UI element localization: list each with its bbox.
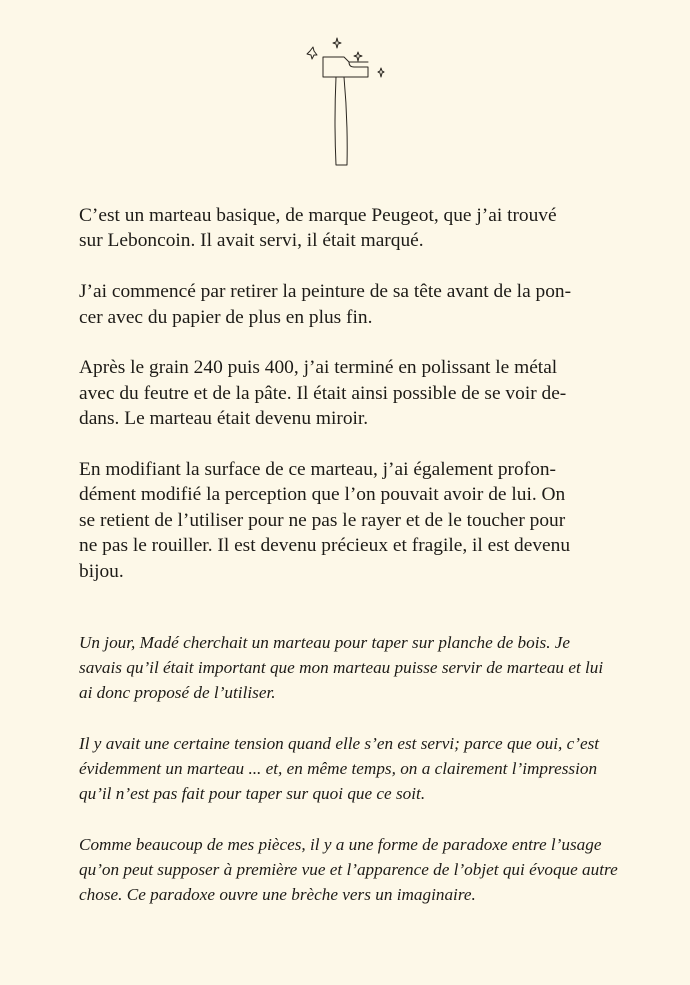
paragraph [79, 279, 619, 330]
text-line: C’est un marteau basique, de marque Peugeot, que j’ai trouvé [79, 205, 557, 226]
text-line: chose. Ce paradoxe ouvre une brèche vers un imaginaire. [79, 885, 476, 905]
paragraph [79, 457, 619, 584]
italic-text [79, 630, 624, 933]
text-line: ai donc proposé de l’utiliser. [79, 683, 276, 703]
text-line: Un jour, Madé cherchait un marteau pour taper sur planche de bois. Je [79, 633, 571, 652]
text-line: bijou. [79, 560, 124, 582]
text-line: qu’il n’est pas fait pour taper sur quoi que ce soit. [79, 784, 426, 804]
text-line: Comme beaucoup de mes pièces, il y a une forme de paradoxe entre l’usage [79, 835, 602, 854]
text-line: En modifiant la surface de ce marteau, j’ai également profon- [79, 459, 557, 481]
italic-paragraph [79, 731, 624, 807]
text-line: se retient de l’utiliser pour ne pas le rayer et de le toucher pour [79, 509, 566, 531]
text-line: sur Leboncoin. Il avait servi, il était marqué. [79, 230, 424, 252]
text-line: Il y avait une certaine tension quand elle s’en est servi; parce que oui, c’est [79, 734, 600, 753]
text-line: avec du feutre et de la pâte. Il était ainsi possible de se voir de- [79, 382, 567, 404]
hammer-icon [298, 36, 390, 170]
text-line: savais qu’il était important que mon marteau puisse servir de marteau et lui [79, 658, 604, 678]
italic-paragraph [79, 832, 624, 908]
italic-paragraph [79, 630, 624, 706]
text-line: évidemment un marteau ... et, en même temps, on a clairement l’impression [79, 759, 598, 779]
text-line: dément modifié la perception que l’on pouvait avoir de lui. On [79, 484, 566, 506]
paragraph [79, 203, 619, 254]
text-line: cer avec du papier de plus en plus fin. [79, 306, 373, 328]
text-line: J’ai commencé par retirer la peinture de sa tête avant de la pon- [79, 281, 572, 303]
text-line: qu’on peut supposer à première vue et l’apparence de l’objet qui évoque autre [79, 860, 618, 880]
text-line: dans. Le marteau était devenu miroir. [79, 408, 369, 430]
text-line: Après le grain 240 puis 400, j’ai terminé en polissant le métal [79, 357, 558, 379]
body-text [79, 203, 619, 609]
paragraph [79, 355, 619, 431]
text-line: ne pas le rouiller. Il est devenu précieux et fragile, il est devenu [79, 535, 571, 557]
